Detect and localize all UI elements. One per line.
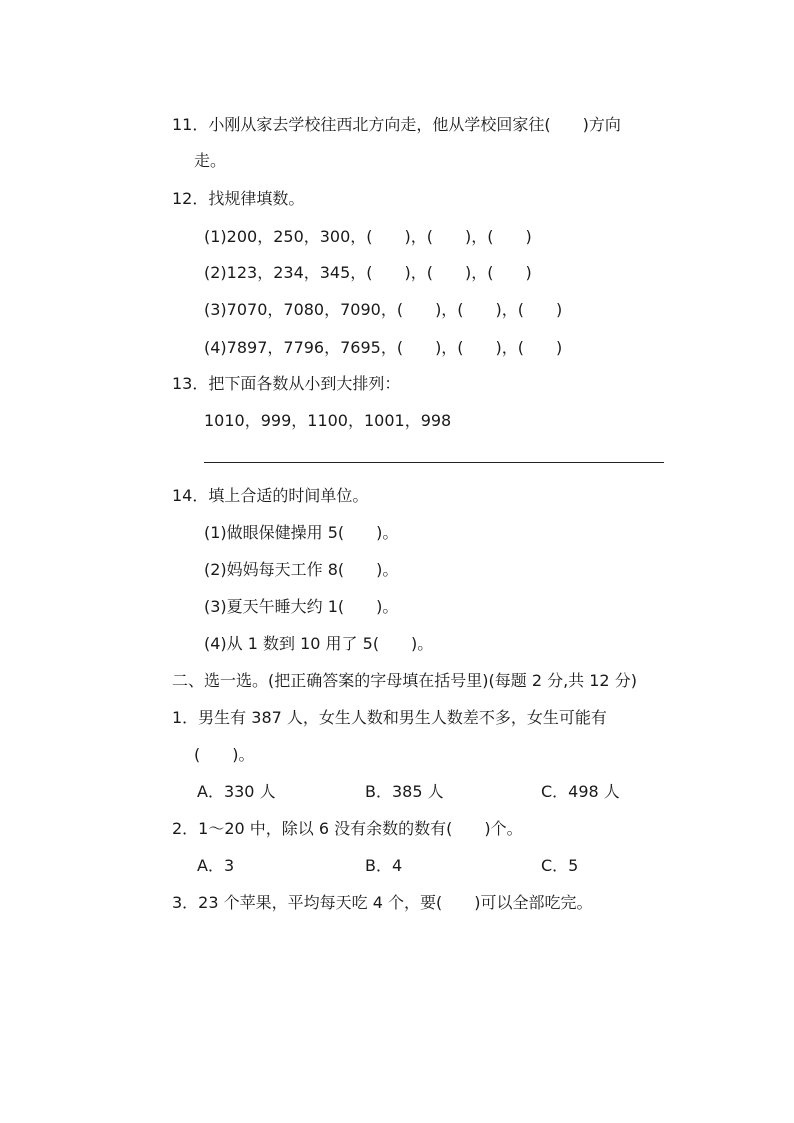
choice-q2-option-c: C．5 (541, 856, 579, 875)
choice-q1-option-a: A．330 人 (197, 782, 276, 801)
choice-q1-option-c: C．498 人 (541, 782, 620, 801)
q11-line2: 走。 (194, 151, 227, 170)
choice-q1-line2: ( )。 (194, 745, 255, 764)
choice-q2-option-a: A．3 (197, 856, 235, 875)
q13-title: 13．把下面各数从小到大排列： (172, 374, 401, 393)
q13-numbers: 1010，999，1100，1001，998 (204, 411, 452, 430)
q14-item-1: (1)做眼保健操用 5( )。 (204, 523, 399, 542)
choice-q2: 2．1～20 中，除以 6 没有余数的数有( )个。 (172, 819, 523, 838)
q12-item-3: (3)7070，7080，7090，( )，( )，( ) (204, 300, 563, 319)
q14-title: 14．填上合适的时间单位。 (172, 486, 369, 505)
q12-title: 12．找规律填数。 (172, 189, 305, 208)
choice-q2-option-b: B．4 (365, 856, 403, 875)
q14-item-3: (3)夏天午睡大约 1( )。 (204, 597, 399, 616)
q12-item-1: (1)200，250，300，( )，( )，( ) (204, 227, 532, 246)
q12-item-4: (4)7897，7796，7695，( )，( )，( ) (204, 338, 563, 357)
q14-item-4: (4)从 1 数到 10 用了 5( )。 (204, 634, 434, 653)
q13-answer-line (204, 462, 664, 463)
q12-item-2: (2)123，234，345，( )，( )，( ) (204, 263, 532, 282)
choice-q3: 3．23 个苹果，平均每天吃 4 个，要( )可以全部吃完。 (172, 893, 593, 912)
section-2-heading: 二、选一选。(把正确答案的字母填在括号里)(每题 2 分,共 12 分) (172, 671, 637, 690)
choice-q1-line1: 1．男生有 387 人，女生人数和男生人数差不多，女生可能有 (172, 708, 607, 727)
choice-q1-option-b: B．385 人 (365, 782, 444, 801)
q11-line1: 11．小刚从家去学校往西北方向走，他从学校回家往( )方向 (172, 115, 621, 134)
q14-item-2: (2)妈妈每天工作 8( )。 (204, 560, 399, 579)
